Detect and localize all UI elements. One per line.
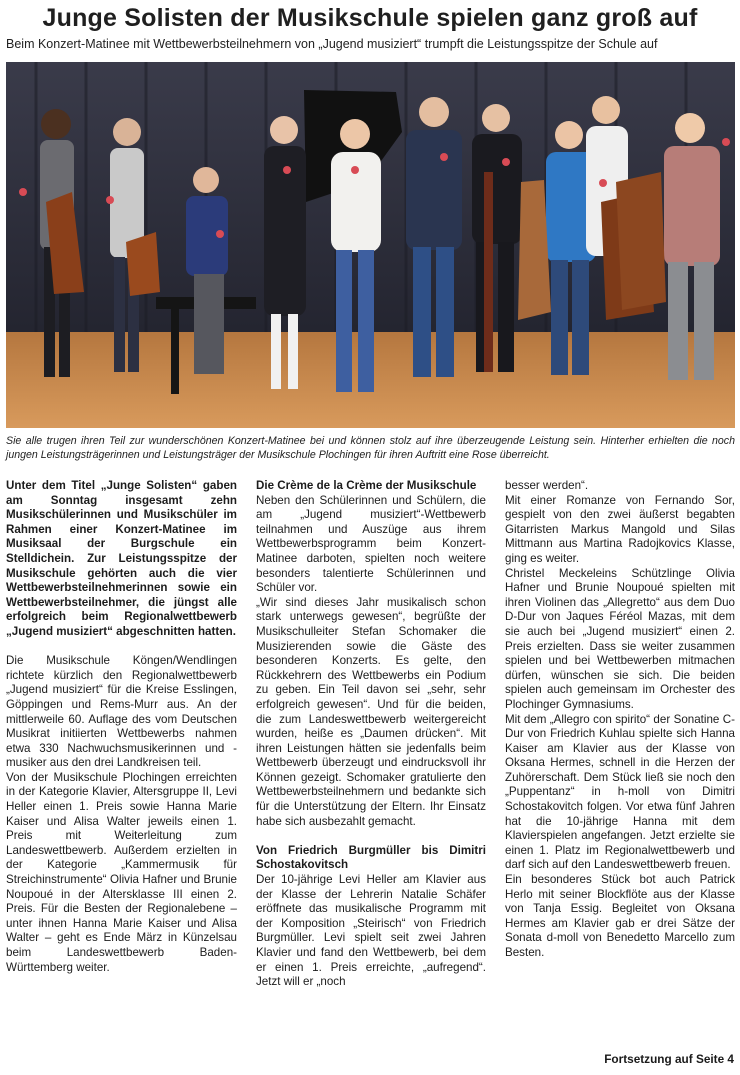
body-paragraph: Von der Musikschule Plochingen erreichten in der Kategorie Klavier, Altersgruppe II, Levi Heller einen 1. Preis sowie Hanna Marie Kaiser und Alisa Walter jeweils einen 1. Preis mit Weiterleitung zum Landeswettbewerb. Außerdem erzielten in der Kategorie „Kammermusik für Streichinstrumente“ Olivia Hafner und Brunie Noupoué in der Altersklasse III einen 2. Preis. Für die Besten der Regionalebene – unter ihnen Hanna Marie Kaiser und Alisa Walter – geht es Ende März in Künzelsau beim Landeswettbewerb Baden-Württemberg weiter. [6,770,237,974]
body-paragraph: Mit dem „Allegro con spirito“ der Sonatine C-Dur von Friedrich Kuhlau spielte sich Hanna Kaiser am Klavier aus der Klasse von Oksana Hermes, schnell in die Herzen der Zuhörerschaft. Dem Stück ließ sie noch den „Puppentanz“ in h-moll von Dimitri Schostakovitch folgen. Vor etwa fünf Jahren hat die 10-jährige Hanna mit dem Klavierspielen angefangen. Jetzt erzielte sie einen 1. Platz im Regionalwettbewerb und darf sich auf den Landeswettbewerb freuen. [505,712,735,872]
body-paragraph: Christel Meckeleins Schützlinge Olivia Hafner und Brunie Noupoué spielten mit ihren Violinen das „Allegretto“ aus dem Duo D-Dur von Jaques Féréol Mazas, mit dem sie auch bei „Jugend musiziert“ einen 2. Preis erzielten. Dass sie weiter zusammen spielen und bei Wettbewerben mitmachen dürfen, wünschen sie sich. Die beiden spielen auch gemeinsam im Orchester des Plochinger Gymnasiums. [505,566,735,711]
body-paragraph: Die Musikschule Köngen/Wendlingen richtete kürzlich den Regionalwettbewerb „Jugend musiziert“ für die Kreise Esslingen, Göppingen und Rems-Murr aus. An der mittlerweile 60. Auflage des vom Deutschen Musikrat initiierten Wettbewerbs nahmen etwa 330 Nachwuchsmusikerinnen und -musiker aus den drei Landkreisen teil. [6,654,237,770]
continuation-note: Fortsetzung auf Seite 4 [604,1052,734,1066]
body-paragraph: Mit einer Romanze von Fernando Sor, gespielt von den zwei äußerst begabten Gitarristen Markus Mangold und Silas Mittmann aus Martina Radojkovics Klasse, ging es weiter. [505,493,735,565]
group-photo [6,62,735,428]
column-2 [256,479,486,990]
body-paragraph: Neben den Schülerinnen und Schülern, die am „Jugend musiziert“-Wettbewerb teilnahmen und Auszüge aus ihrem Wettbewerbsprogramm beim Konzert-Matinee darboten, spielten noch weitere besonders talentierte Schülerinnen und Schüler vor. [256,493,486,595]
body-paragraph: besser werden“. [505,479,589,492]
headline: Junge Solisten der Musikschule spielen ganz groß auf [42,4,698,32]
body-paragraph: „Wir sind dieses Jahr musikalisch schon stark unterwegs gewesen“, begrüßte der Musikschulleiter Stefan Schomaker die Musizierenden sowie die Gäste des besonderen Konzerts. Es gelte, den Rückkehrern des Wettbewerbs ein Podium zu geben. Ein Teil davon sei „sehr, sehr erfolgreich gewesen“. Und für die beiden, die zum Landeswettbewerb weitergereicht wurden, heiße es „Daumen drücken“. Mit ihren Leistungen hätten sie jedenfalls beim Wettbewerb überzeugt und eindrucksvoll ihr Können gezeigt. Schomaker gratulierte den Wettbewerbsteilnehmern und bedankte sich für die Unterstützung der Eltern. Ihr Einsatz habe sich ausbezahlt gemacht. [256,595,486,828]
section-heading: Die Crème de la Crème der Musikschule [256,479,477,492]
subheadline: Beim Konzert-Matinee mit Wettbewerbsteilnehmern von „Jugend musiziert“ trumpft die Leistungsspitze der Schule auf [6,37,658,51]
photo-caption: Sie alle trugen ihren Teil zur wunderschönen Konzert-Matinee bei und können stolz auf ihre überzeugende Leistung sein. Hinterher erhielten die noch jungen Leistungsträgerinnen und Leistungsträger der Musikschule Plochingen für ihren Auftritt eine Rose überreicht. [6,435,735,461]
body-paragraph: Der 10-jährige Levi Heller am Klavier aus der Klasse der Lehrerin Natalie Schäfer eröffnete das musikalische Programm mit der Komposition „Steirisch“ von Friedrich Burgmüller. Levi spielt seit zwei Jahren Klavier und fand den Wettbewerb, bei dem er einen 1. Preis erreichte, „aufregend“. Jetzt will er „noch [256,873,486,989]
column-1 [6,479,237,975]
column-3 [505,479,735,961]
section-heading: Von Friedrich Burgmüller bis Dimitri Schostakovitsch [256,843,486,872]
lead-paragraph: Unter dem Titel „Junge Solisten“ gaben am Sonntag insgesamt zehn Musikschülerinnen und Musikschüler im Rahmen einer Konzert-Matinee im Musiksaal der Burgschule ein Stelldichein. Zur Leistungsspitze der Musikschule gehörten auch die vier Wettbewerbsteilnehmerinnen sowie ein Wettbewerbsteilnehmer, die jüngst alle erfolgreich beim Regionalwettbewerb „Jugend musiziert“ abgeschnitten hatten. [6,479,237,638]
body-paragraph: Ein besonderes Stück bot auch Patrick Herlo mit seiner Blockflöte aus der Klasse von Tanja Essig. Begleitet von Oksana Hermes am Klavier gab er drei Sätze der Sonata d-moll von Benedetto Marcello zum Besten. [505,873,735,959]
